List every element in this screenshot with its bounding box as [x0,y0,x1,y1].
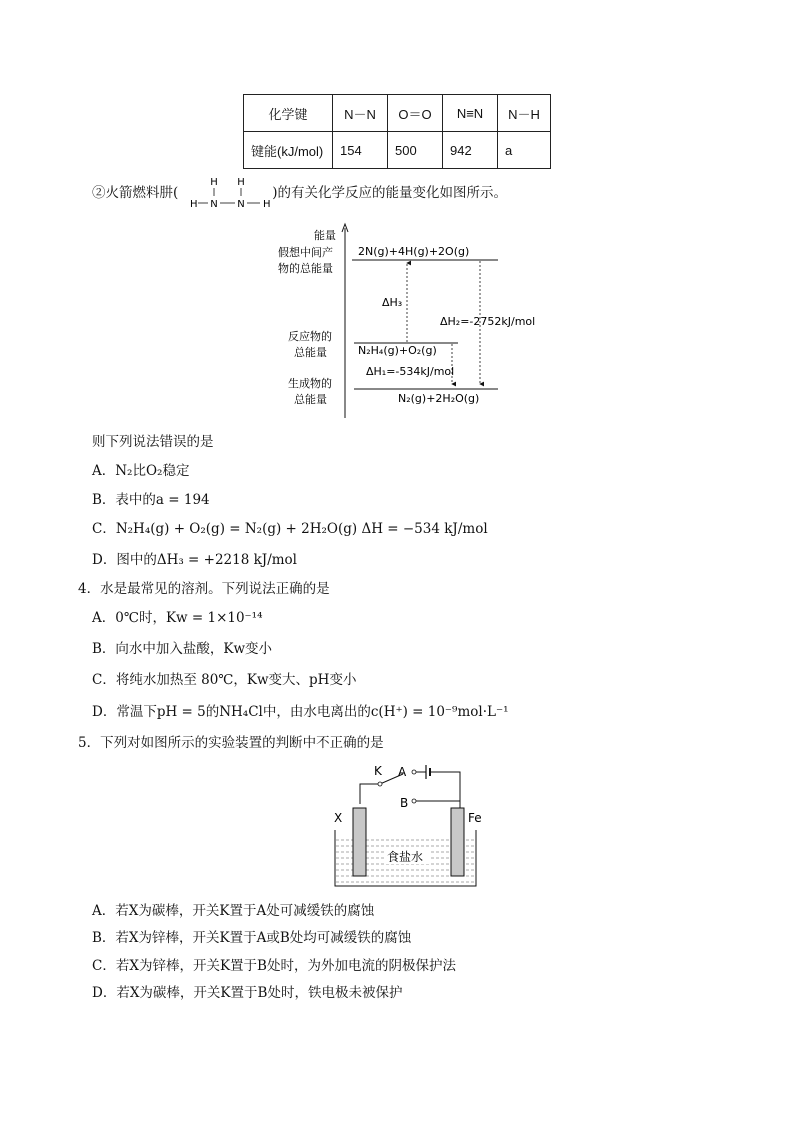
q5-option-a: A．若X为碳棒，开关K置于A处可减缓铁的腐蚀 [92,903,375,919]
table-row-label: 键能(kJ/mol) [244,132,333,169]
atom-h-right: H [263,199,271,210]
product-label-2: 总能量 [294,393,327,406]
q3-option-a: A．N₂比O₂稳定 [92,463,190,479]
q4-option-d: D．常温下pH = 5的NH₄Cl中，由水电离出的c(H⁺) = 10⁻⁹mol·L⁻¹ [92,704,509,720]
table-header-cell: 化学键 [244,95,333,132]
q5-stem: 5．下列对如图所示的实验装置的判断中不正确的是 [78,735,384,751]
terminal-a-label: A [398,765,407,779]
q3-option-c: C．N₂H₄(g) + O₂(g) = N₂(g) + 2H₂O(g) ΔH = −534 kJ/mol [92,521,488,537]
bond-energy-table [243,94,551,169]
hydrazine-structure [186,174,280,214]
q3-stem: 则下列说法错误的是 [92,434,214,450]
atom-h-top-right: H [237,177,245,188]
atom-n-right: N [237,199,245,210]
table-header-cell: O＝O [388,95,443,132]
reactant-label-2: 总能量 [294,346,327,359]
q4-option-c: C．将纯水加热至 80℃，Kw变大、pH变小 [92,672,357,688]
q5-option-c: C．若X为锌棒，开关K置于B处时，为外加电流的阴极保护法 [92,958,456,974]
q4-option-b: B．向水中加入盐酸，Kw变小 [92,641,273,657]
atom-h-left: H [190,199,198,210]
q4-option-a: A．0℃时，Kw = 1×10⁻¹⁴ [92,610,263,626]
solution-label: 食盐水 [387,850,424,864]
table-header-cell: N－H [498,95,551,132]
intermediate-label-1: 假想中间产 [278,246,333,259]
atom-h-top-left: H [210,177,218,188]
atom-n-left: N [210,199,218,210]
q4-stem: 4．水是最常见的溶剂。下列说法正确的是 [78,581,330,597]
table-cell: 500 [388,132,443,169]
electrode-x-label: X [334,811,343,825]
energy-diagram [270,222,550,420]
q3-option-d: D．图中的ΔH₃ = +2218 kJ/mol [92,552,297,568]
table-header-cell: N≡N [443,95,498,132]
switch-k-label: K [374,764,382,778]
q5-option-d: D．若X为碳棒，开关K置于B处时，铁电极未被保护 [92,985,403,1001]
level-reactant: N₂H₄(g)+O₂(g) [358,344,437,357]
table-row [244,95,551,132]
level-product: N₂(g)+2H₂O(g) [398,392,480,405]
electrode-fe-label: Fe [468,811,482,825]
item2-suffix: )的有关化学反应的能量变化如图所示。 [272,185,508,201]
table-header-cell: N－N [333,95,388,132]
reactant-label-1: 反应物的 [288,330,332,343]
table-cell: a [498,132,551,169]
product-label-1: 生成物的 [288,377,332,390]
dh1-label: ΔH₁=-534kJ/mol [366,365,455,378]
y-axis-label: 能量 [314,229,336,242]
dh2-label: ΔH₂=-2752kJ/mol [440,315,536,328]
electrode-fe [451,808,464,876]
item2-prefix: ②火箭燃料肼( [92,185,179,201]
electrochemistry-apparatus [330,760,495,890]
dh3-label: ΔH₃ [382,296,403,309]
table-cell: 942 [443,132,498,169]
item2-text [92,183,507,203]
table-row [244,132,551,169]
terminal-b-label: B [400,796,409,810]
q3-option-b: B．表中的a = 194 [92,492,210,508]
level-intermediate: 2N(g)+4H(g)+2O(g) [358,245,470,258]
q5-option-b: B．若X为锌棒，开关K置于A或B处均可减缓铁的腐蚀 [92,930,412,946]
electrode-x [353,808,366,876]
intermediate-label-2: 物的总能量 [278,262,333,275]
table-cell: 154 [333,132,388,169]
